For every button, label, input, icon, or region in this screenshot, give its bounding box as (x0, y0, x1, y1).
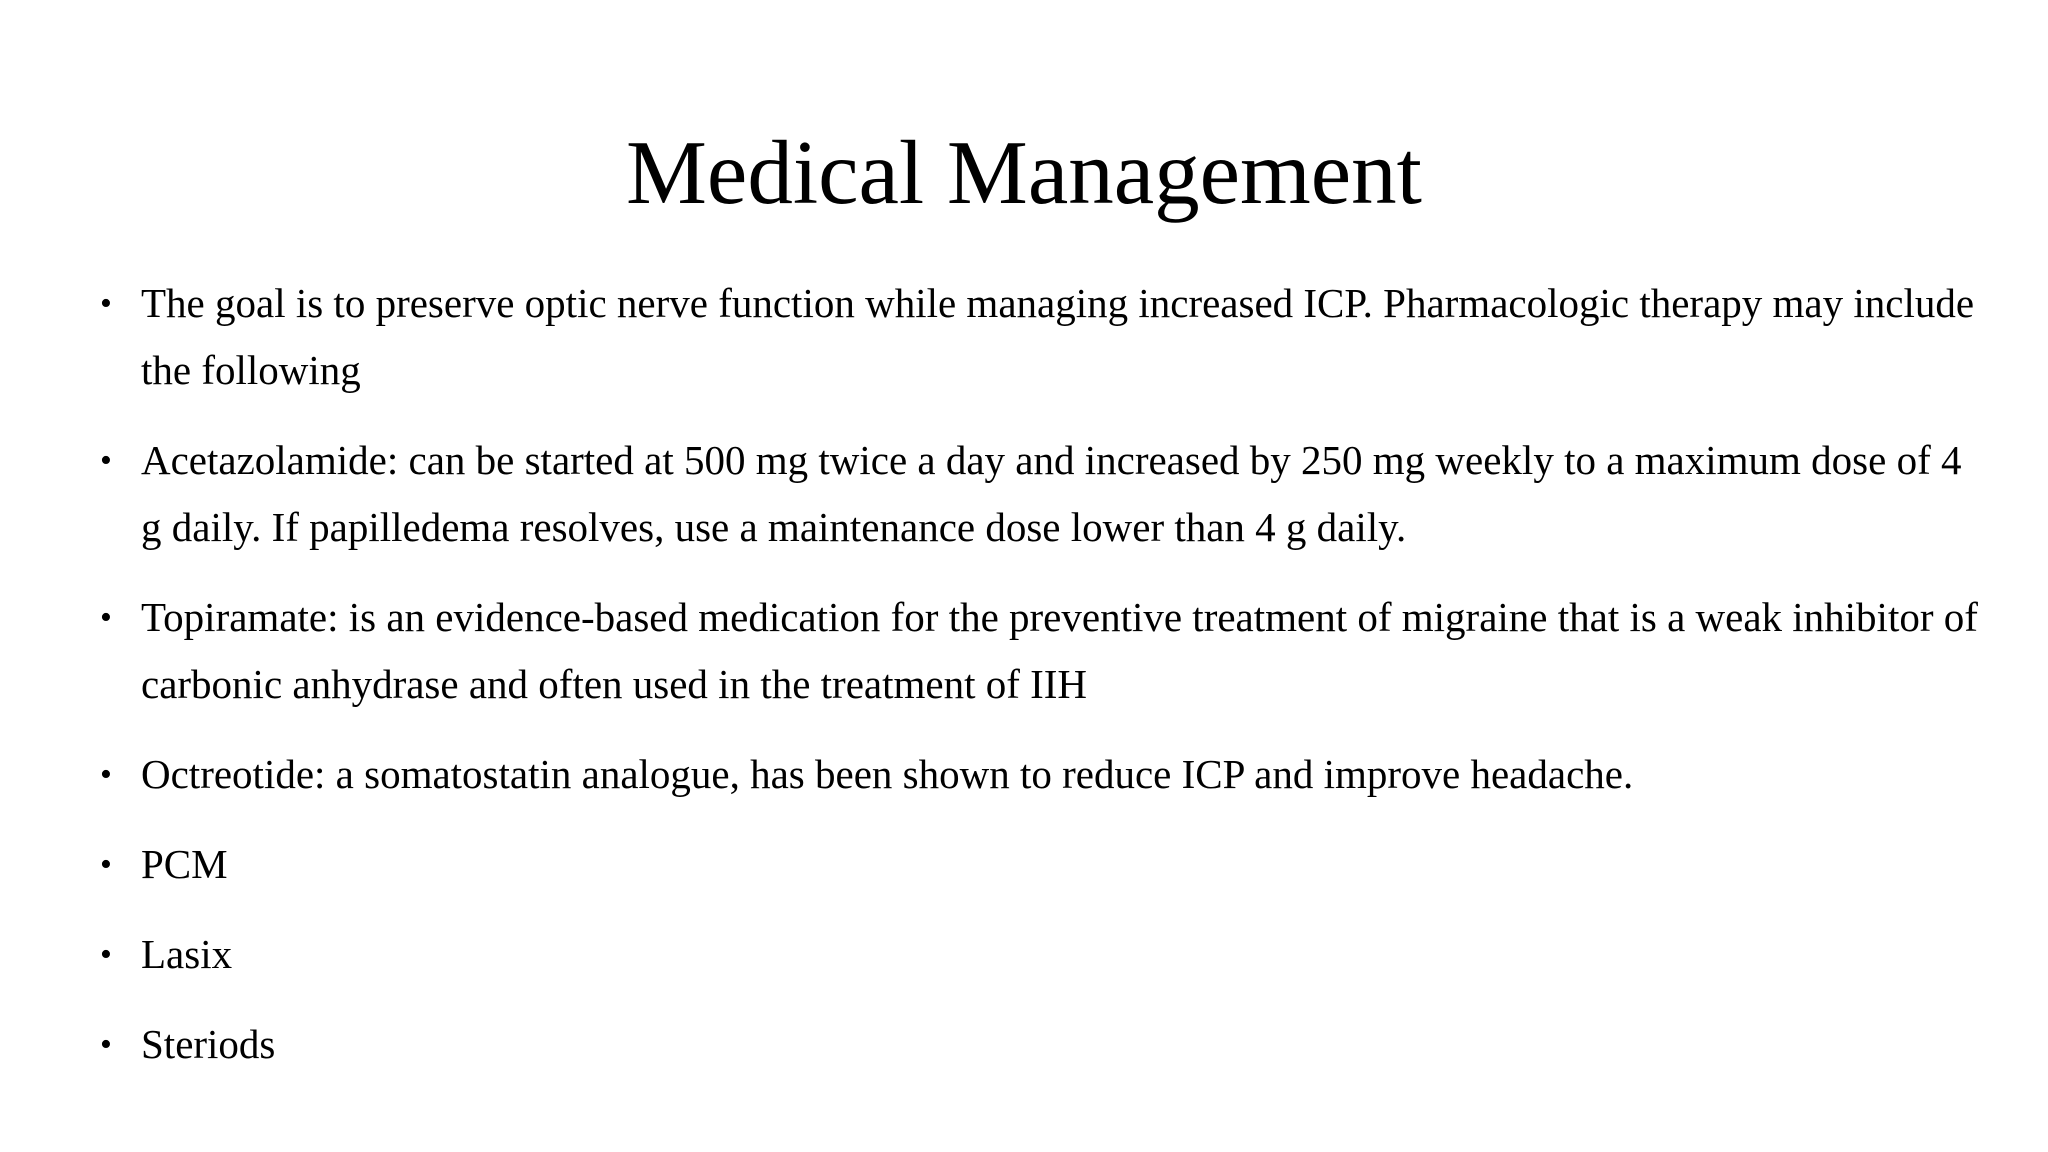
bullet-item-acetazolamide (100, 427, 1980, 561)
bullet-item-pcm (100, 831, 1980, 898)
bullet-text: The goal is to preserve optic nerve function while managing increased ICP. Pharmacologic therapy may include the following (141, 280, 1975, 393)
bullet-item-topiramate (100, 584, 1980, 718)
bullet-icon: • (100, 1026, 112, 1063)
bullet-icon: • (100, 442, 112, 479)
bullet-icon: • (100, 599, 112, 636)
bullet-text: PCM (141, 841, 228, 887)
bullet-text: Octreotide: a somatostatin analogue, has been shown to reduce ICP and improve headache. (141, 751, 1634, 797)
bullet-item-lasix (100, 921, 1980, 988)
bullet-list (100, 270, 1980, 1101)
bullet-item-octreotide (100, 741, 1980, 808)
bullet-icon: • (100, 285, 112, 322)
bullet-icon: • (100, 756, 112, 793)
bullet-text: Steriods (141, 1021, 276, 1067)
bullet-item-steroids (100, 1011, 1980, 1078)
bullet-text: Lasix (141, 931, 233, 977)
bullet-icon: • (100, 846, 112, 883)
bullet-icon: • (100, 936, 112, 973)
bullet-item-goal (100, 270, 1980, 404)
slide-title: Medical Management (626, 122, 1422, 223)
bullet-text: Acetazolamide: can be started at 500 mg twice a day and increased by 250 mg weekly to a maximum dose of 4 g daily. If papilledema resolves, use a maintenance dose lower than 4 g daily. (141, 437, 1962, 550)
bullet-text: Topiramate: is an evidence-based medication for the preventive treatment of migraine that is a weak inhibitor of carbonic anhydrase and often used in the treatment of IIH (141, 594, 1978, 707)
